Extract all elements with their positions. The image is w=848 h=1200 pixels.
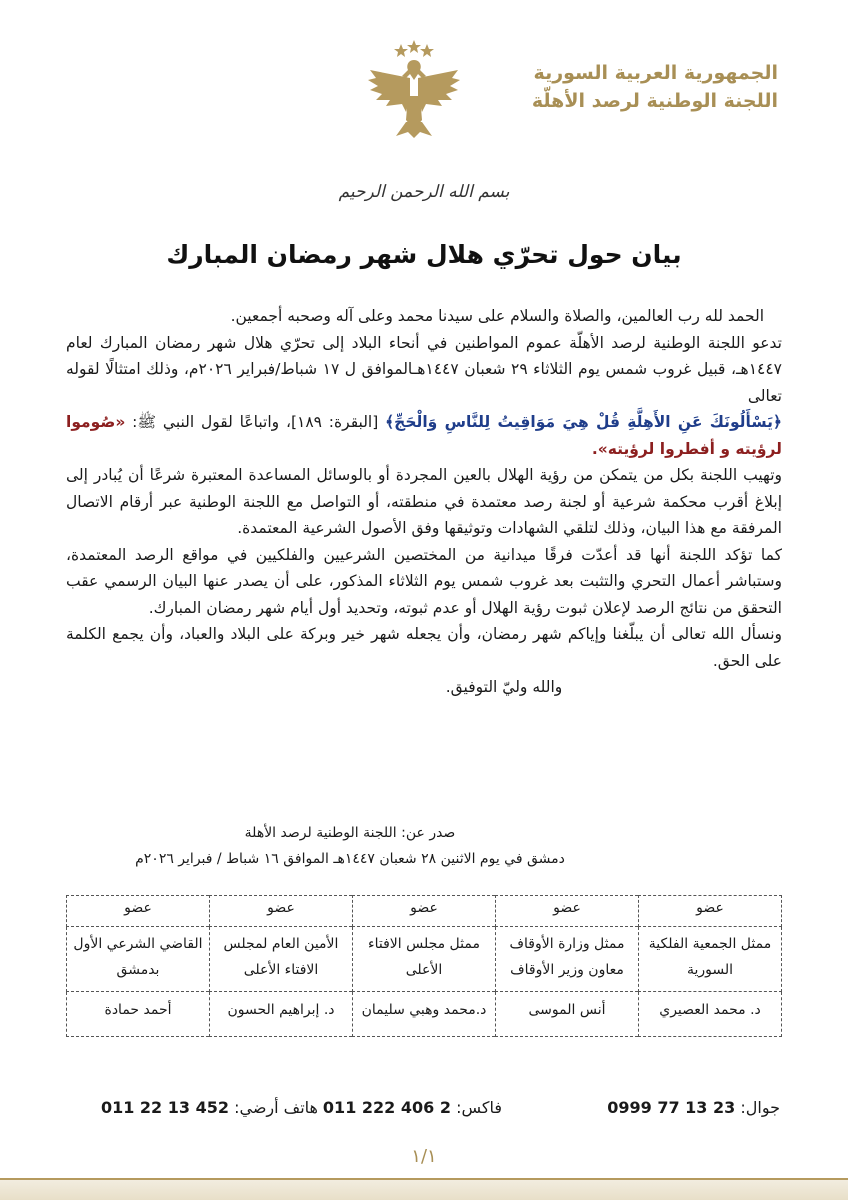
member-role: ممثل مجلس الافتاء الأعلى <box>353 927 496 992</box>
member-name: أنس الموسى <box>496 992 639 1037</box>
member-role: الأمين العام لمجلس الافتاء الأعلى <box>210 927 353 992</box>
paragraph-praise: الحمد لله رب العالمين، والصلاة والسلام على سيدنا محمد وعلى آله وصحبه أجمعين. <box>230 307 764 325</box>
member-name: أحمد حمادة <box>67 992 210 1037</box>
paragraph-call: وتهيب اللجنة بكل من يتمكن من رؤية الهلال بالعين المجردة أو بالوسائل المساعدة المعتبرة شرعًا أن يُبادر إلى إبلاغ أقرب محكمة شرعية أو لجنة رصد معتمدة في منطقته، أو التواصل مع اللجنة الوطنية عبر أرقام الاتصال المرفقة مع هذا البيان، وذلك لتلقي الشهادات وتوثيقها وفق الأصول الشرعية المعتمدة. <box>66 466 782 537</box>
fax-contact <box>323 1098 502 1117</box>
closing-line: والله وليّ التوفيق. <box>445 678 563 696</box>
paragraph-invitation: تدعو اللجنة الوطنية لرصد الأهلّة عموم المواطنين في أنحاء البلاد إلى تحرّي هلال شهر رمضان المبارك لعام ١٤٤٧هـ، قبيل غروب شمس يوم الثلاثاء ٢٩ شعبان ١٤٤٧هـالموافق ل ١٧ شباط/فبراير ٢٠٢٦م، وذلك امتثالًا لقوله تعالى <box>66 333 782 405</box>
basmala: بسم الله الرحمن الرحيم <box>338 182 510 202</box>
page-number: ١/١ <box>411 1146 437 1167</box>
paragraph-prayer: ونسأل الله تعالى أن يبلّغنا وإياكم شهر رمضان، وأن يجعله شهر خير وبركة على البلاد والعباد، وأن يجمع الكلمة على الحق. <box>66 625 782 670</box>
member-name: د. محمد العصيري <box>639 992 782 1037</box>
member-label: عضو <box>639 896 782 927</box>
fax-label: فاكس: <box>456 1098 502 1117</box>
issued-by-line: صدر عن: اللجنة الوطنية لرصد الأهلة <box>244 825 456 841</box>
member-role: القاضي الشرعي الأول بدمشق <box>67 927 210 992</box>
member-label: عضو <box>210 896 353 927</box>
member-name: د.محمد وهبي سليمان <box>353 992 496 1037</box>
fax-number[interactable]: 011 222 406 2 <box>322 1098 451 1117</box>
footer-divider <box>0 1178 848 1180</box>
members-name-row <box>67 992 782 1037</box>
landline-number[interactable]: 011 22 13 452 <box>100 1098 229 1117</box>
issued-by <box>100 820 600 872</box>
header-titles <box>532 62 778 112</box>
members-role-row <box>67 927 782 992</box>
quran-verse: ﴿يَسْأَلُونَكَ عَنِ الأَهِلَّةِ قُلْ هِيَ مَوَاقِيتُ لِلنَّاسِ وَالْحَجِّ﴾ <box>385 413 782 431</box>
member-label: عضو <box>67 896 210 927</box>
member-name: د. إبراهيم الحسون <box>210 992 353 1037</box>
page-title: بيان حول تحرّي هلال شهر رمضان المبارك <box>166 240 682 269</box>
members-header-row <box>67 896 782 927</box>
mobile-contact <box>607 1098 780 1117</box>
country-name: الجمهورية العربية السورية <box>533 62 778 84</box>
members-table <box>66 895 782 1037</box>
eagle-emblem-icon <box>366 40 462 140</box>
landline-contact <box>101 1098 318 1117</box>
member-label: عضو <box>496 896 639 927</box>
member-label: عضو <box>353 896 496 927</box>
mobile-number[interactable]: 0999 77 13 23 <box>607 1098 736 1117</box>
footer-bar <box>0 1178 848 1200</box>
paragraph-teams: كما تؤكد اللجنة أنها قد أعدّت فرقًا ميدانية من المختصين الشرعيين والفلكيين في مواقع الرصد المعتمدة، وستباشر أعمال التحري والتثبت بعد غروب شمس يوم الثلاثاء المذكور، على أن يصدر عنها البيان الرسمي عقب التحقق من نتائج الرصد لإعلان ثبوت رؤية الهلال أو عدم ثبوته، وتحديد أول أيام شهر رمضان المبارك. <box>66 545 782 617</box>
hadith-quote: «صُوموا لرؤيته و أفطروا لرؤيته». <box>66 413 782 458</box>
issued-date-line: دمشق في يوم الاثنين ٢٨ شعبان ١٤٤٧هـ الموافق ١٦ شباط / فبراير ٢٠٢٦م <box>135 851 565 867</box>
landline-label: هاتف أرضي: <box>234 1098 318 1117</box>
mobile-label: جوال: <box>740 1098 780 1117</box>
committee-name: اللجنة الوطنية لرصد الأهلّة <box>531 90 778 112</box>
statement-body <box>66 303 782 701</box>
member-role: ممثل الجمعية الفلكية السورية <box>639 927 782 992</box>
paragraph-quote <box>66 409 782 462</box>
quran-reference: [البقرة: ١٨٩]، واتباعًا لقول النبي ﷺ: <box>125 413 386 431</box>
member-role: ممثل وزارة الأوقاف معاون وزير الأوقاف <box>496 927 639 992</box>
